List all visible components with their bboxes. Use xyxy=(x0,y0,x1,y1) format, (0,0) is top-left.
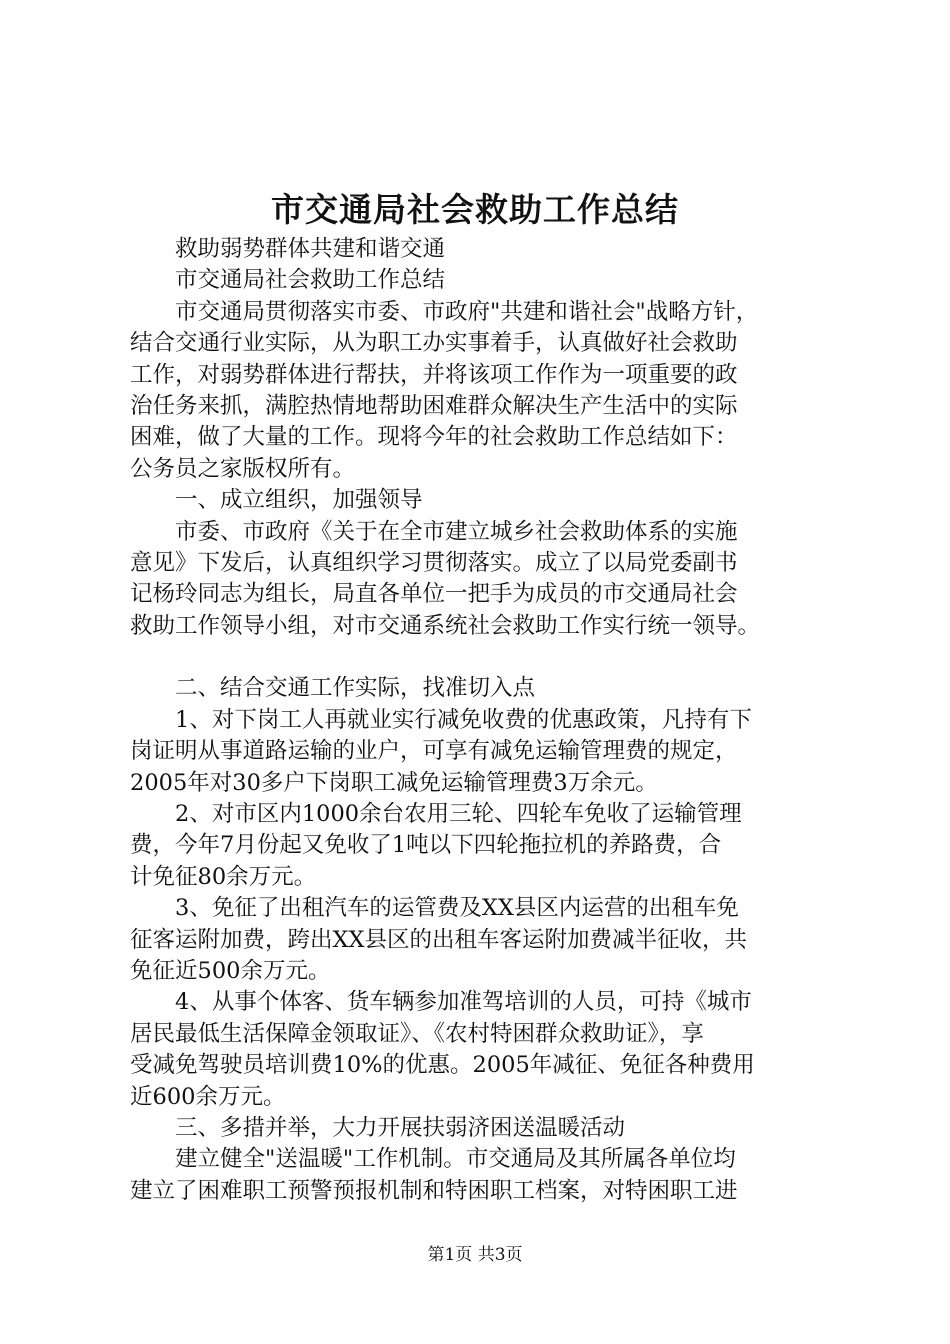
body-text-line: 3、免征了出租汽车的运管费及XX县区内运营的出租车免 xyxy=(130,895,739,922)
body-text-line: 居民最低生活保障金领取证》、《农村特困群众救助证》，享 xyxy=(130,1020,704,1047)
document-body xyxy=(130,234,850,1207)
body-text-line: 记杨玲同志为组长，局直各单位一把手为成员的市交通局社会 xyxy=(130,581,738,608)
body-text-line: 结合交通行业实际，从为职工办实事着手，认真做好社会救助 xyxy=(130,330,738,357)
body-text-line: 2005年对30多户下岗职工减免运输管理费3万余元。 xyxy=(130,769,658,796)
body-text-line: 市交通局贯彻落实市委、市政府"共建和谐社会"战略方针， xyxy=(130,298,759,325)
body-text-line: 困难，做了大量的工作。现将今年的社会救助工作总结如下： xyxy=(130,424,738,451)
body-text-line: 建立健全"送温暖"工作机制。市交通局及其所属各单位均 xyxy=(130,1146,736,1173)
body-text-line: 公务员之家版权所有。 xyxy=(130,455,356,482)
body-text-line: 市委、市政府《关于在全市建立城乡社会救助体系的实施 xyxy=(130,518,738,545)
body-text-line: 4、从事个体客、货车辆参加准驾培训的人员，可持《城市 xyxy=(130,989,752,1016)
body-text-line: 三、多措并举，大力开展扶弱济困送温暖活动 xyxy=(130,1114,626,1141)
page-number-footer: 第1页 共3页 xyxy=(427,1245,523,1265)
body-text-line: 2、对市区内1000余台农用三轮、四轮车免收了运输管理 xyxy=(130,801,742,828)
blank-line xyxy=(130,642,850,673)
body-text-line: 岗证明从事道路运输的业户，可享有减免运输管理费的规定， xyxy=(130,738,738,765)
body-text-line: 工作，对弱势群体进行帮扶，并将该项工作作为一项重要的政 xyxy=(130,361,738,388)
body-text-line: 一、成立组织，加强领导 xyxy=(130,487,423,514)
body-text-line: 市交通局社会救助工作总结 xyxy=(130,267,446,294)
body-text-line: 二、结合交通工作实际，找准切入点 xyxy=(130,675,536,702)
body-text-line: 近600余万元。 xyxy=(130,1083,286,1110)
body-text-line: 1、对下岗工人再就业实行减免收费的优惠政策，凡持有下 xyxy=(130,706,752,733)
document-title: 市交通局社会救助工作总结 xyxy=(271,190,679,229)
body-text-line: 征客运附加费，跨出XX县区的出租车客运附加费减半征收，共 xyxy=(130,926,748,953)
body-text-line: 救助弱势群体共建和谐交通 xyxy=(130,236,446,262)
body-text-line: 救助工作领导小组，对市交通系统社会救助工作实行统一领导。 xyxy=(130,612,761,639)
body-text-line: 免征近500余万元。 xyxy=(130,957,331,984)
body-text-line: 意见》下发后，认真组织学习贯彻落实。成立了以局党委副书 xyxy=(130,549,738,576)
body-text-line: 费，今年7月份起又免收了1吨以下四轮拖拉机的养路费，合 xyxy=(130,832,722,859)
body-text-line: 治任务来抓，满腔热情地帮助困难群众解决生产生活中的实际 xyxy=(130,392,738,419)
body-text-line: 受减免驾驶员培训费10%的优惠。2005年减征、免征各种费用 xyxy=(130,1052,755,1079)
body-text-line: 计免征80余万元。 xyxy=(130,863,317,890)
body-text-line: 建立了困难职工预警预报机制和特困职工档案，对特困职工进 xyxy=(130,1177,738,1204)
